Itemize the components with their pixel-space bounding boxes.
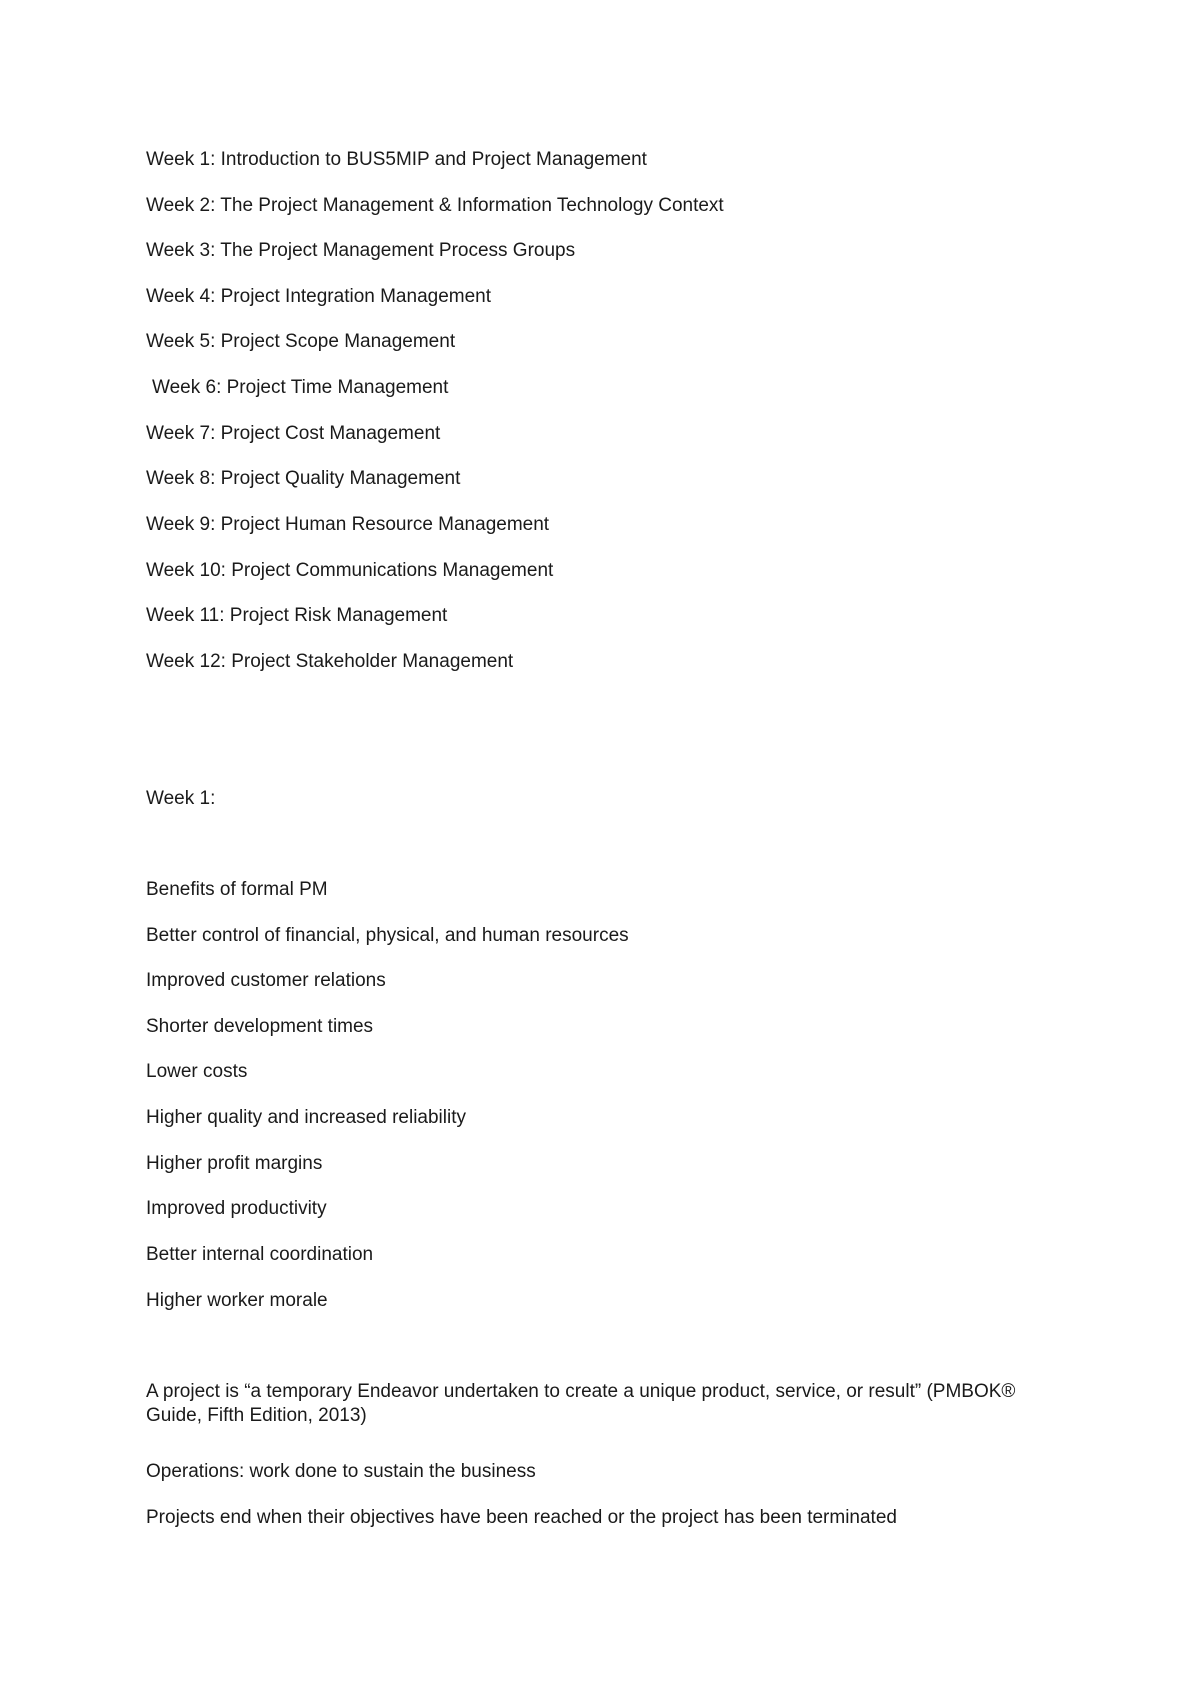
project-definition: A project is “a temporary Endeavor undertaken to create a unique product, service, or result” (PMBOK® Guide, Fifth Edition, 2013) (146, 1381, 1016, 1426)
schedule-week-5: Week 5: Project Scope Management (146, 331, 456, 352)
schedule-week-7: Week 7: Project Cost Management (146, 423, 441, 444)
schedule-week-10: Week 10: Project Communications Management (146, 560, 554, 581)
schedule-week-1: Week 1: Introduction to BUS5MIP and Project Management (146, 149, 647, 170)
schedule-week-11: Week 11: Project Risk Management (146, 605, 448, 626)
benefit-item: Higher profit margins (146, 1153, 323, 1174)
operations-definition: Operations: work done to sustain the business (146, 1461, 536, 1482)
benefit-item: Better control of financial, physical, and human resources (146, 925, 629, 946)
benefit-item: Lower costs (146, 1061, 248, 1082)
schedule-week-4: Week 4: Project Integration Management (146, 286, 492, 307)
benefit-item: Improved customer relations (146, 970, 386, 991)
benefit-item: Higher quality and increased reliability (146, 1107, 467, 1128)
schedule-week-6: Week 6: Project Time Management (152, 377, 449, 398)
projects-end-statement: Projects end when their objectives have been reached or the project has been terminated (146, 1507, 897, 1528)
schedule-week-8: Week 8: Project Quality Management (146, 468, 461, 489)
schedule-week-2: Week 2: The Project Management & Information Technology Context (146, 195, 724, 216)
benefit-item: Shorter development times (146, 1016, 374, 1037)
schedule-week-3: Week 3: The Project Management Process Groups (146, 240, 576, 261)
week1-heading: Week 1: (146, 788, 216, 809)
benefit-item: Improved productivity (146, 1198, 327, 1219)
benefit-item: Better internal coordination (146, 1244, 374, 1265)
benefit-item: Higher worker morale (146, 1290, 328, 1311)
schedule-week-12: Week 12: Project Stakeholder Management (146, 651, 514, 672)
schedule-week-9: Week 9: Project Human Resource Management (146, 514, 550, 535)
benefits-heading: Benefits of formal PM (146, 879, 328, 900)
